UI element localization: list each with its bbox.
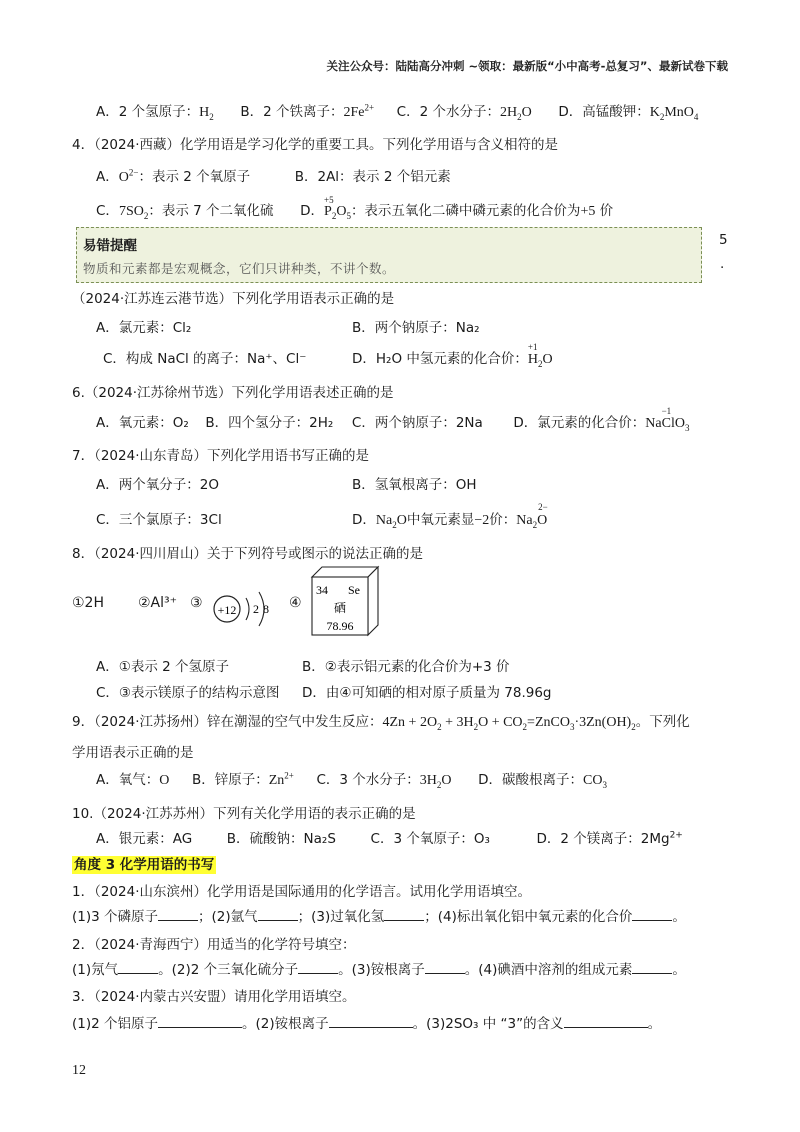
blank[interactable] bbox=[425, 961, 465, 974]
blank[interactable] bbox=[632, 908, 672, 921]
q7-option-a: A．两个氧分子：2O bbox=[96, 477, 219, 493]
atomic-number: 34 bbox=[316, 583, 328, 597]
element-name: 硒 bbox=[333, 601, 347, 615]
q3-option-d: D．高锰酸钾： bbox=[558, 104, 650, 120]
page-header: 关注公众号：陆陆高分冲刺 ~领取：最新版“小中高考-总复习”、最新试卷下载 bbox=[326, 59, 728, 73]
q8-option-a: A．①表示 2 个氢原子 bbox=[96, 659, 230, 675]
q10-option-b: B．硫酸钠：Na₂S bbox=[226, 831, 336, 847]
blank[interactable] bbox=[298, 961, 338, 974]
valence-plus5: +5 bbox=[580, 204, 596, 219]
q4-row1: A．$O^{2-}$：表示 2 个氧原子 B．2Al：表示 2 个铝元素 bbox=[96, 167, 451, 185]
fill3-stem: 3．（2024·内蒙古兴安盟）请用化学用语填空。 bbox=[72, 989, 356, 1005]
fill2-blanks: (1)氖气 。(2)2 个三氧化硫分子 。(3)铵根离子 。(4)碘酒中溶剂的组成元素 。 bbox=[72, 962, 686, 978]
q3-option-b: B．2 个铁离子： bbox=[240, 104, 344, 120]
tip-title: 易错提醒 bbox=[83, 238, 137, 254]
q5-stem: （2024·江苏连云港节选）下列化学用语表示正确的是 bbox=[72, 291, 395, 307]
q9-option-b: B．锌原子： bbox=[191, 772, 269, 788]
q5-option-d: D．H₂O 中氢元素的化合价： bbox=[352, 351, 528, 367]
shell-2-count: 8 bbox=[263, 602, 269, 616]
formula-3h2o: $3H_2O$ bbox=[419, 773, 452, 790]
side-dot: . bbox=[720, 256, 725, 272]
selenium-element-cell bbox=[302, 565, 380, 639]
magnesium-atom-structure-diagram bbox=[206, 584, 276, 634]
q8-item-2: ②Al³⁺ bbox=[138, 595, 178, 611]
formula-h2: $H_2$ bbox=[199, 105, 214, 122]
q6-stem: 6.（2024·江苏徐州节选）下列化学用语表述正确的是 bbox=[72, 385, 394, 401]
q5-row-d bbox=[352, 342, 553, 369]
blank[interactable] bbox=[384, 908, 424, 921]
q8-item-1: ①2H bbox=[72, 595, 104, 611]
electron-shell-1 bbox=[246, 598, 249, 620]
atomic-mass: 78.96 bbox=[326, 619, 354, 633]
q4-option-d: ：表示五氧化二磷中磷元素的化合价为 bbox=[350, 203, 581, 219]
q6-options bbox=[96, 406, 690, 433]
q9-option-d: D．碳酸根离子： bbox=[478, 772, 584, 788]
valence-minus2: −2 bbox=[474, 513, 490, 528]
formula-h2o-valence: +1 $H_2O$ bbox=[527, 342, 553, 369]
q7-option-b: B．氢氧根离子：OH bbox=[352, 477, 477, 493]
q4-option-a: ：表示 2 个氧原子 bbox=[138, 169, 251, 185]
formula-zn2plus: $Zn^{2+}$ bbox=[268, 770, 294, 788]
formula-2fe2plus: $2Fe^{2+}$ bbox=[343, 102, 375, 120]
formula-o: O bbox=[159, 773, 170, 788]
fill1-stem: 1．（2024·山东滨州）化学用语是国际通用的化学语言。试用化学用语填空。 bbox=[72, 884, 531, 900]
shell-1-count: 2 bbox=[253, 602, 259, 616]
q8-option-d: D．由④可知硒的相对原子质量为 78.96g bbox=[302, 685, 552, 701]
formula-2h2o: $2H_2O$ bbox=[499, 105, 532, 122]
formula-p2o5-valence: +5 $P_2O_5$ bbox=[324, 195, 351, 221]
q9-options bbox=[96, 768, 607, 790]
q5-option-b: B．两个钠原子：Na₂ bbox=[352, 320, 480, 336]
tip-body: 物质和元素都是宏观概念，它们只讲种类，不讲个数。 bbox=[83, 261, 396, 276]
cell-top-face bbox=[312, 567, 378, 577]
blank[interactable] bbox=[329, 1015, 413, 1028]
q8-item-4: ④ bbox=[289, 595, 302, 611]
q9-stem: 9．（2024·江苏扬州）锌在潮湿的空气中发生反应： bbox=[72, 714, 383, 730]
fill1-blanks: (1)3 个磷原子 ；(2)氩气 ；(3)过氧化氢 ；(4)标出氧化铝中氧元素的化合价 。 bbox=[72, 909, 686, 925]
q6-option-a: A．氧元素：O₂ bbox=[96, 415, 189, 431]
page-number: 12 bbox=[72, 1063, 86, 1078]
q9-option-c: C．3 个水分子： bbox=[316, 772, 420, 788]
q7-option-c: C．三个氯原子：3Cl bbox=[96, 512, 222, 528]
formula-7so2: $7SO_2$ bbox=[118, 204, 149, 221]
q6-option-b: B．四个氢分子：2H₂ bbox=[205, 415, 334, 431]
blank[interactable] bbox=[632, 961, 672, 974]
side-number: 5 bbox=[719, 232, 728, 248]
q4-row2: C．$7SO_2$：表示 7 个二氧化硫 D． +5 $P_2O_5$：表示五氧化二磷中磷元素的化合价为+5 价 bbox=[96, 195, 614, 221]
q3-options bbox=[96, 100, 698, 122]
q8-option-c: C．③表示镁原子的结构示意图 bbox=[96, 685, 280, 701]
q3-option-c: C．2 个水分子： bbox=[396, 104, 500, 120]
section-heading: 角度 3 化学用语的书写 bbox=[74, 857, 215, 873]
blank[interactable] bbox=[564, 1015, 648, 1028]
cell-side-face bbox=[368, 567, 378, 635]
q9-stem-2: 学用语表示正确的是 bbox=[72, 745, 194, 761]
q10-stem: 10.（2024·江苏苏州）下列有关化学用语的表示正确的是 bbox=[72, 806, 416, 822]
formula-na2o: $Na_2O$ bbox=[375, 513, 407, 530]
element-symbol: Se bbox=[348, 583, 360, 597]
q9-stem-line bbox=[72, 710, 690, 732]
nucleus-charge: +12 bbox=[217, 603, 237, 617]
blank[interactable] bbox=[158, 1015, 242, 1028]
blank[interactable] bbox=[258, 908, 298, 921]
q8-stem: 8．（2024·四川眉山）关于下列符号或图示的说法正确的是 bbox=[72, 546, 423, 562]
q4-stem: 4．（2024·西藏）化学用语是学习化学的重要工具。下列化学用语与含义相符的是 bbox=[72, 137, 558, 153]
q7-stem: 7．（2024·山东青岛）下列化学用语书写正确的是 bbox=[72, 448, 369, 464]
q3-option-a: A．2 个氢原子： bbox=[96, 104, 200, 120]
fill3-blanks: (1)2 个铝原子 。(2)铵根离子 。(3)2SO₃ 中 “3”的含义 。 bbox=[72, 1016, 662, 1032]
error-tip-box bbox=[76, 227, 702, 283]
formula-na2o-charge: $Na_2$ 2− O bbox=[516, 502, 548, 530]
q8-option-b: B．②表示铝元素的化合价为+3 价 bbox=[302, 659, 510, 675]
q7-row-d: D．$Na_2O$中氧元素显−2价：$Na_2$ 2− O bbox=[352, 502, 548, 530]
fill2-stem: 2．（2024·青海西宁）用适当的化学符号填空： bbox=[72, 937, 356, 953]
formula-naclo3-valence: Na −1 ClO$_3$ bbox=[645, 406, 690, 433]
q6-option-d: D．氯元素的化合价： bbox=[513, 415, 646, 431]
q10-option-d: D．2 个镁离子：2Mg bbox=[536, 831, 670, 847]
q10-options: A．银元素：AG B．硫酸钠：Na₂S C．3 个氧原子：O₃ D．2 个镁离子：$2Mg^{2+}$ bbox=[96, 830, 683, 847]
formula-o2minus: $O^{2-}$ bbox=[118, 167, 139, 185]
q4-option-c: ：表示 7 个二氧化硫 bbox=[148, 203, 274, 219]
blank[interactable] bbox=[118, 961, 158, 974]
q10-option-a: A．银元素：AG bbox=[96, 831, 193, 847]
q4-option-b: B．2Al：表示 2 个铝元素 bbox=[294, 169, 451, 185]
q9-stem-end: 。下列化 bbox=[635, 714, 690, 730]
q9-option-a: A．氧气： bbox=[96, 772, 160, 788]
formula-co3: $CO_3$ bbox=[583, 773, 607, 790]
blank[interactable] bbox=[158, 908, 198, 921]
q8-item-3: ③ bbox=[190, 595, 203, 611]
reaction-equation: $4Zn + 2O_2 + 3H_2O$ + $CO_2=ZnCO_3\cdot 3Zn(OH)_2$ bbox=[382, 715, 636, 732]
formula-k2mno4: $K_2MnO_4$ bbox=[649, 105, 699, 122]
q5-option-c: C．构成 NaCl 的离子：Na⁺、Cl⁻ bbox=[103, 351, 307, 367]
q5-option-a: A．氯元素：Cl₂ bbox=[96, 320, 192, 336]
q6-option-c: C．两个钠原子：2Na bbox=[351, 415, 483, 431]
q10-option-c: C．3 个氧原子：O₃ bbox=[370, 831, 490, 847]
